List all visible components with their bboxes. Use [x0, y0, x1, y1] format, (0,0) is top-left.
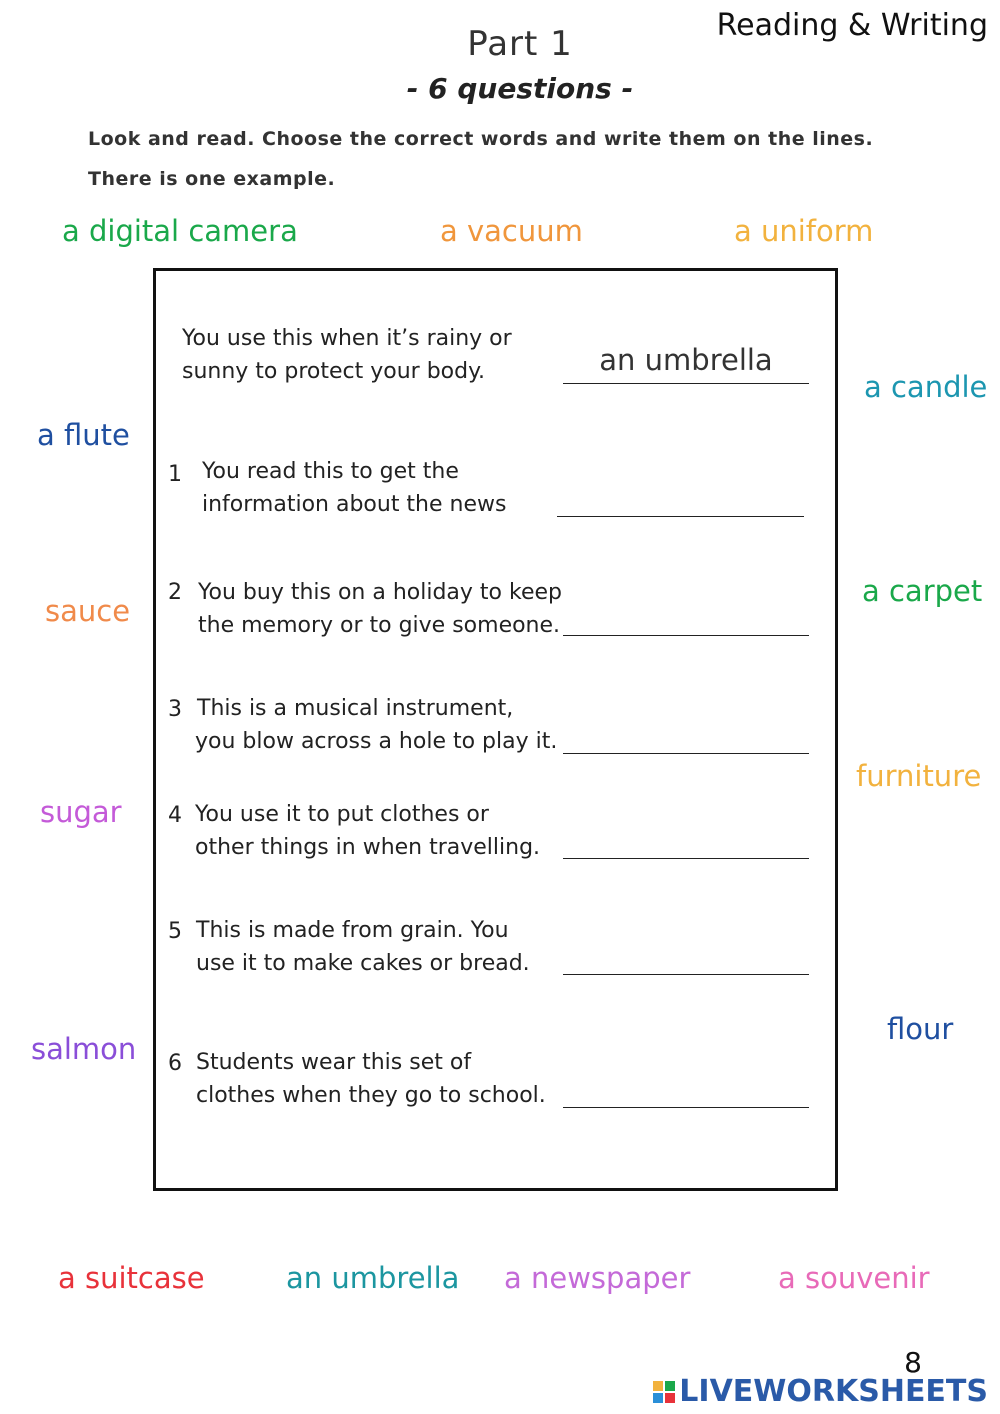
instruction-line-2: There is one example. [88, 168, 336, 190]
question-2-text-line-2: the memory or to give someone. [198, 613, 561, 638]
question-1-text-line-2: information about the news [202, 492, 507, 517]
question-3-text-line-1: This is a musical instrument, [197, 696, 514, 721]
word-flour[interactable]: flour [887, 1012, 954, 1046]
word-suitcase[interactable]: a suitcase [58, 1261, 205, 1295]
page-number: 8 [904, 1346, 922, 1379]
example-answer-line [563, 383, 809, 384]
example-answer: an umbrella [599, 343, 773, 377]
section-title: Reading & Writing [716, 8, 988, 43]
word-souvenir[interactable]: a souvenir [778, 1261, 930, 1295]
question-1-text-line-1: You read this to get the [202, 459, 459, 484]
liveworksheets-logo[interactable] [653, 1374, 988, 1409]
question-4-answer-field[interactable] [563, 858, 809, 859]
word-candle[interactable]: a candle [864, 370, 988, 404]
word-sauce[interactable]: sauce [45, 594, 131, 628]
question-count-subtitle: - 6 questions - [406, 72, 634, 105]
word-digital-camera[interactable]: a digital camera [62, 214, 298, 248]
question-6-answer-field[interactable] [563, 1107, 809, 1108]
example-text-line-1: You use this when it’s rainy or [182, 326, 512, 351]
part-title: Part 1 [467, 24, 573, 64]
question-4-text-line-2: other things in when travelling. [195, 835, 541, 860]
question-5-text-line-2: use it to make cakes or bread. [196, 951, 530, 976]
question-3-text-line-2: you blow across a hole to play it. [195, 729, 558, 754]
question-1-answer-field[interactable] [557, 516, 804, 517]
word-carpet[interactable]: a carpet [862, 574, 983, 608]
liveworksheets-logo-icon [653, 1381, 675, 1403]
liveworksheets-logo-text: LIVEWORKSHEETS [679, 1374, 988, 1409]
question-6-number: 6 [168, 1051, 182, 1076]
question-3-answer-field[interactable] [563, 753, 809, 754]
word-salmon[interactable]: salmon [31, 1032, 137, 1066]
question-5-number: 5 [168, 919, 182, 944]
question-6-text-line-2: clothes when they go to school. [196, 1083, 546, 1108]
question-2-number: 2 [168, 580, 182, 605]
word-vacuum[interactable]: a vacuum [440, 214, 583, 248]
question-6-text-line-1: Students wear this set of [196, 1050, 472, 1075]
question-5-text-line-1: This is made from grain. You [196, 918, 509, 943]
question-3-number: 3 [168, 697, 182, 722]
word-newspaper[interactable]: a newspaper [504, 1261, 691, 1295]
word-sugar[interactable]: sugar [40, 795, 122, 829]
question-5-answer-field[interactable] [563, 974, 809, 975]
word-flute[interactable]: a flute [37, 418, 130, 452]
question-2-answer-field[interactable] [563, 635, 809, 636]
instruction-line-1: Look and read. Choose the correct words and write them on the lines. [88, 128, 874, 150]
word-umbrella[interactable]: an umbrella [286, 1261, 460, 1295]
word-furniture[interactable]: furniture [856, 759, 982, 793]
word-uniform[interactable]: a uniform [734, 214, 874, 248]
example-text-line-2: sunny to protect your body. [182, 359, 485, 384]
question-4-number: 4 [168, 803, 182, 828]
question-2-text-line-1: You buy this on a holiday to keep [198, 580, 562, 605]
question-1-number: 1 [168, 462, 182, 487]
question-4-text-line-1: You use it to put clothes or [195, 802, 489, 827]
